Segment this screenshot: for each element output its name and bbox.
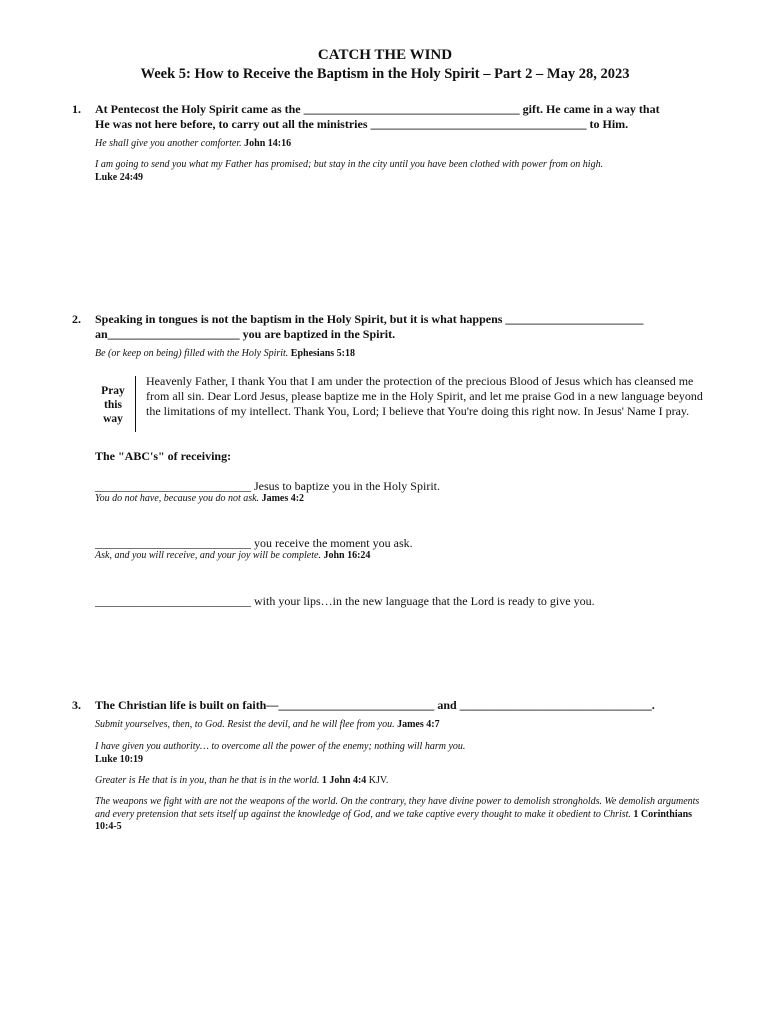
verse-reference: Ephesians 5:18 (290, 348, 355, 359)
question-2 (72, 312, 712, 342)
verse-reference: James 4:2 (261, 493, 305, 504)
verse-reference: John 16:24 (323, 550, 371, 561)
verse-john-14-16 (95, 138, 705, 151)
verse-reference: 1 Corinthians 10:4-5 (95, 808, 693, 832)
verse-reference: Luke 24:49 (95, 171, 144, 183)
verse-john-16-24 (95, 550, 705, 563)
prayer-text: Heavenly Father, I thank You that I am under the protection of the precious Blood of Jesus which has cleansed me from all sin. Dear Lord Jesus, please baptize me in the Holy Spirit, and let me praise God in a new language beyond the limitations of my intellect. Thank You, Lord; I believe that You're doing this right now. In Jesus' Name I pray. (146, 374, 703, 418)
verse-text: I am going to send you what my Father has promised; but stay in the city until you have been clothed with power from on high. (95, 159, 604, 170)
question-1-line-2: He was not here before, to carry out all the ministries ____________________________________ to Him. (95, 117, 629, 131)
verse-luke-24-49 (95, 159, 705, 184)
verse-translation: KJV. (366, 775, 389, 786)
pray-this-way-label: Pray this way (101, 385, 125, 425)
verse-text: Ask, and you will receive, and your joy will be complete. (95, 550, 324, 561)
question-2-line-2: an______________________ you are baptized in the Spirit. (95, 327, 396, 341)
verse-reference: 1 John 4:4 (321, 775, 367, 786)
abc-c-line: __________________________ with your lips…in the new language that the Lord is ready to give you. (95, 594, 595, 608)
verse-text: I have given you authority… to overcome all the power of the enemy; nothing will harm you. (95, 741, 466, 752)
question-1-line-1: At Pentecost the Holy Spirit came as the ____________________________________ gift. He came in a way that (95, 102, 660, 116)
verse-reference: James 4:7 (397, 719, 440, 730)
document-title: CATCH THE WIND (317, 47, 453, 63)
prayer-divider (135, 376, 136, 432)
verse-james-4-7 (95, 719, 705, 732)
question-2-line-1: Speaking in tongues is not the baptism in the Holy Spirit, but it is what happens _______________________ (95, 312, 644, 326)
question-3-line-1: The Christian life is built on faith—__________________________ and ________________________________. (95, 698, 655, 712)
abc-heading: The "ABC's" of receiving: (95, 449, 232, 463)
abc-a-line: __________________________ Jesus to baptize you in the Holy Spirit. (95, 479, 440, 493)
verse-reference: Luke 10:19 (95, 753, 144, 765)
document-subtitle: Week 5: How to Receive the Baptism in the Holy Spirit – Part 2 – May 28, 2023 (140, 66, 630, 82)
verse-luke-10-19 (95, 741, 705, 766)
verse-text: Be (or keep on being) filled with the Holy Spirit. (95, 348, 291, 359)
verse-james-4-2 (95, 493, 705, 506)
abc-b-line: __________________________ you receive the moment you ask. (95, 536, 413, 550)
verse-ephesians-5-18 (95, 348, 705, 361)
question-number: 1. (72, 102, 81, 116)
verse-text: You do not have, because you do not ask. (95, 493, 262, 504)
question-1 (72, 102, 712, 132)
verse-text: He shall give you another comforter. (95, 138, 245, 149)
verse-1-john-4-4 (95, 775, 705, 788)
question-3 (72, 698, 712, 713)
verse-reference: John 14:16 (244, 138, 292, 149)
question-number: 3. (72, 698, 81, 712)
verse-text: Submit yourselves, then, to God. Resist the devil, and he will flee from you. (95, 719, 398, 730)
verse-1-corinthians-10-4-5 (95, 796, 705, 834)
question-number: 2. (72, 312, 81, 326)
verse-text: The weapons we fight with are not the weapons of the world. On the contrary, they have divine power to demolish strongholds. We demolish arguments and every pretension that sets itself up against the knowledge of God, and we take captive every thought to make it obedient to Christ. (95, 796, 700, 820)
verse-text: Greater is He that is in you, than he that is in the world. (95, 775, 322, 786)
